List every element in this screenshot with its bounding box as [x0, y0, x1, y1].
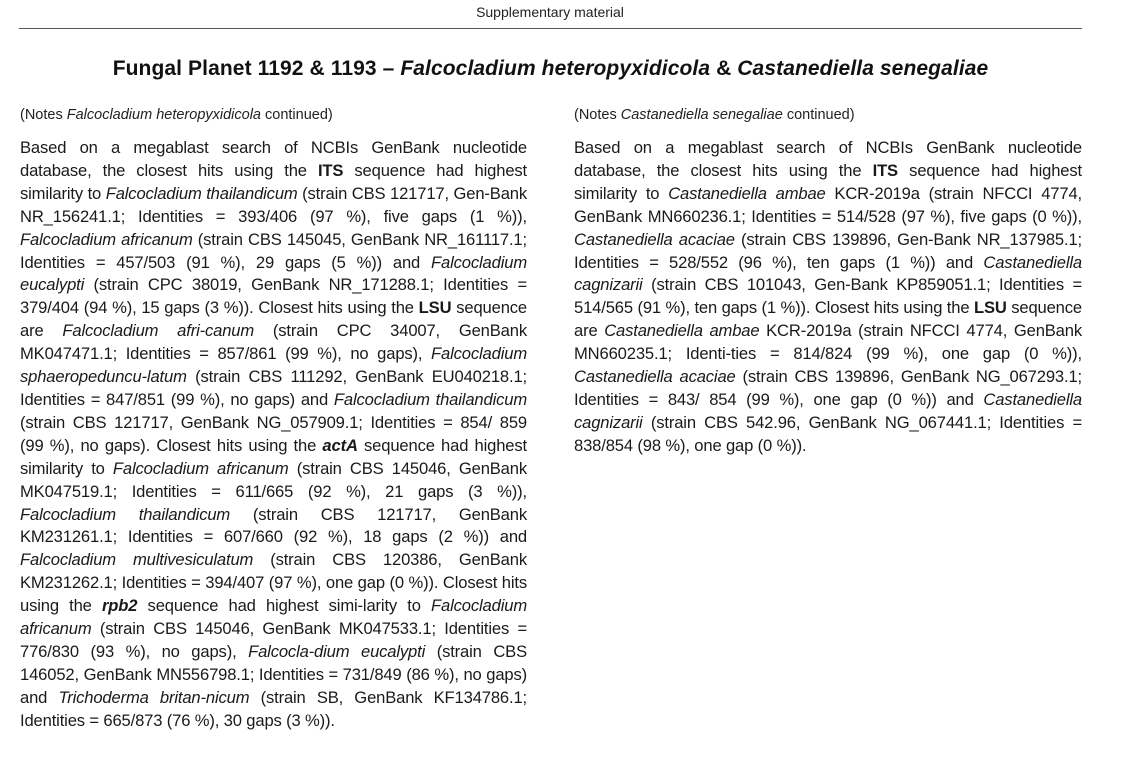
note-open: (Notes: [20, 107, 67, 123]
right-paragraph: [574, 137, 1082, 458]
emphasis-text: Falcocla-dium eucalypti: [248, 641, 426, 661]
right-column: [574, 106, 1082, 458]
left-paragraph: [20, 137, 527, 733]
body-text-run: (strain CBS 121717, Gen-Bank NR_156241.1; Identities = 393/406 (97 %), five gaps (1 %)),: [20, 183, 528, 226]
emphasis-text: LSU: [418, 298, 452, 318]
body-text-run: Based on a megablast search of NCBIs GenBank nucleotide database, the closest hits using the: [20, 138, 527, 180]
body-text-run: (strain SB, GenBank KF134786.1; Identities = 665/873 (76 %), 30 gaps (3 %)).: [20, 687, 528, 730]
body-text-run: sequence had highest similarity to: [20, 160, 528, 203]
body-text-run: (strain CBS 139896, Gen-Bank NR_137985.1; Identities = 528/552 (96 %), ten gaps (1 %)) and: [574, 229, 1082, 272]
body-text-run: (strain CPC 38019, GenBank NR_171288.1; Identities = 379/404 (94 %), 15 gaps (3 %)). Closest hits using the: [20, 275, 527, 318]
body-text-run: (strain CBS 121717, GenBank KM231261.1; Identities = 607/660 (92 %), 18 gaps (2 %)) and: [20, 504, 527, 547]
title-species-2: Castanediella senegaliae: [737, 57, 989, 80]
body-text-run: (strain CBS 145045, GenBank NR_161117.1; Identities = 457/503 (91 %), 29 gaps (5 %)) and: [20, 229, 527, 272]
emphasis-text: Castanediella ambae: [604, 321, 760, 341]
title-species-1: Falcocladium heteropyxidicola: [400, 57, 711, 80]
header-divider: [19, 28, 1082, 29]
emphasis-text: rpb2: [101, 596, 138, 616]
body-text-run: (strain CBS 121717, GenBank NG_057909.1; Identities = 854/ 859 (99 %), no gaps). Closest hits using the: [20, 412, 527, 455]
emphasis-text: Falcocladium africanum: [20, 229, 193, 249]
left-column: [20, 106, 527, 733]
body-text-run: sequence had highest simi-larity to: [137, 596, 432, 616]
body-text-run: (strain CBS 145046, GenBank MK047533.1; Identities = 776/830 (93 %), no gaps),: [20, 619, 527, 661]
emphasis-text: Trichoderma britan-nicum: [58, 687, 250, 707]
emphasis-text: Falcocladium thailandicum: [333, 389, 528, 409]
body-text-run: sequence had highest similarity to: [574, 160, 1082, 203]
note-species: Falcocladium heteropyxidicola: [66, 107, 261, 123]
note-close: continued): [261, 107, 333, 123]
body-text-run: sequence had highest similarity to: [20, 435, 527, 478]
emphasis-text: Falcocladium thailandicum: [105, 183, 298, 203]
emphasis-text: actA: [322, 435, 358, 455]
body-text-run: (strain CBS 146052, GenBank MN556798.1; Identities = 731/849 (86 %), no gaps) and: [20, 641, 527, 707]
body-text-run: (strain CBS 139896, GenBank NG_067293.1; Identities = 843/ 854 (99 %), one gap (0 %)) and: [574, 367, 1082, 409]
emphasis-text: ITS: [872, 160, 898, 180]
emphasis-text: Castanediella cagnizarii: [574, 252, 1082, 295]
body-text-run: (strain CBS 120386, GenBank KM231262.1; Identities = 394/407 (97 %), one gap (0 %)). Closest hits using the: [20, 550, 527, 616]
emphasis-text: Castanediella acaciae: [574, 229, 735, 249]
note-species: Castanediella senegaliae: [620, 107, 783, 123]
emphasis-text: Falcocladium multivesiculatum: [20, 550, 254, 570]
body-text-run: (strain CBS 101043, Gen-Bank KP859051.1; Identities = 514/565 (91 %), ten gaps (1 %)). Closest hits using the: [574, 275, 1082, 318]
body-text-run: (strain CPC 34007, GenBank MK047471.1; Identities = 857/861 (99 %), no gaps),: [20, 321, 527, 364]
emphasis-text: Falcocladium africanum: [112, 458, 289, 478]
emphasis-text: Falcocladium africanum: [20, 596, 527, 639]
note-open: (Notes: [574, 107, 621, 123]
emphasis-text: Falcocladium afri-canum: [62, 321, 255, 341]
note-close: continued): [782, 107, 855, 123]
title-prefix: Fungal Planet 1192 & 1193 –: [112, 57, 401, 80]
body-text-run: sequence are: [20, 298, 527, 341]
body-text-run: (strain CBS 111292, GenBank EU040218.1; Identities = 847/851 (99 %), no gaps) and: [20, 367, 527, 409]
right-continued-note: [574, 106, 1082, 124]
emphasis-text: LSU: [973, 298, 1007, 318]
emphasis-text: Castanediella acaciae: [574, 367, 736, 387]
body-text-run: (strain CBS 542.96, GenBank NG_067441.1; Identities = 838/854 (98 %), one gap (0 %)).: [574, 412, 1082, 455]
body-text-run: KCR-2019a (strain NFCCI 4774, GenBank MN660235.1; Identi-ties = 814/824 (99 %), one gap (0 %)),: [574, 321, 1082, 364]
emphasis-text: Castanediella cagnizarii: [574, 389, 1082, 432]
emphasis-text: ITS: [317, 160, 344, 180]
body-text-run: Based on a megablast search of NCBIs GenBank nucleotide database, the closest hits using the: [574, 138, 1082, 180]
left-continued-note: [20, 106, 527, 124]
emphasis-text: Falcocladium eucalypti: [20, 252, 527, 295]
title-amp: &: [710, 57, 738, 80]
emphasis-text: Falcocladium thailandicum: [20, 504, 231, 524]
body-text-run: (strain CBS 145046, GenBank MK047519.1; Identities = 611/665 (92 %), 21 gaps (3 %)),: [20, 458, 527, 501]
emphasis-text: Castanediella ambae: [668, 183, 826, 203]
body-text-run: sequence are: [574, 298, 1082, 341]
emphasis-text: Falcocladium sphaeropeduncu-latum: [20, 344, 527, 387]
body-text-run: KCR-2019a (strain NFCCI 4774, GenBank MN660236.1; Identities = 514/528 (97 %), five gaps (0 %)),: [574, 183, 1082, 226]
page-title: [0, 57, 1101, 81]
running-header: Supplementary material: [476, 4, 624, 20]
